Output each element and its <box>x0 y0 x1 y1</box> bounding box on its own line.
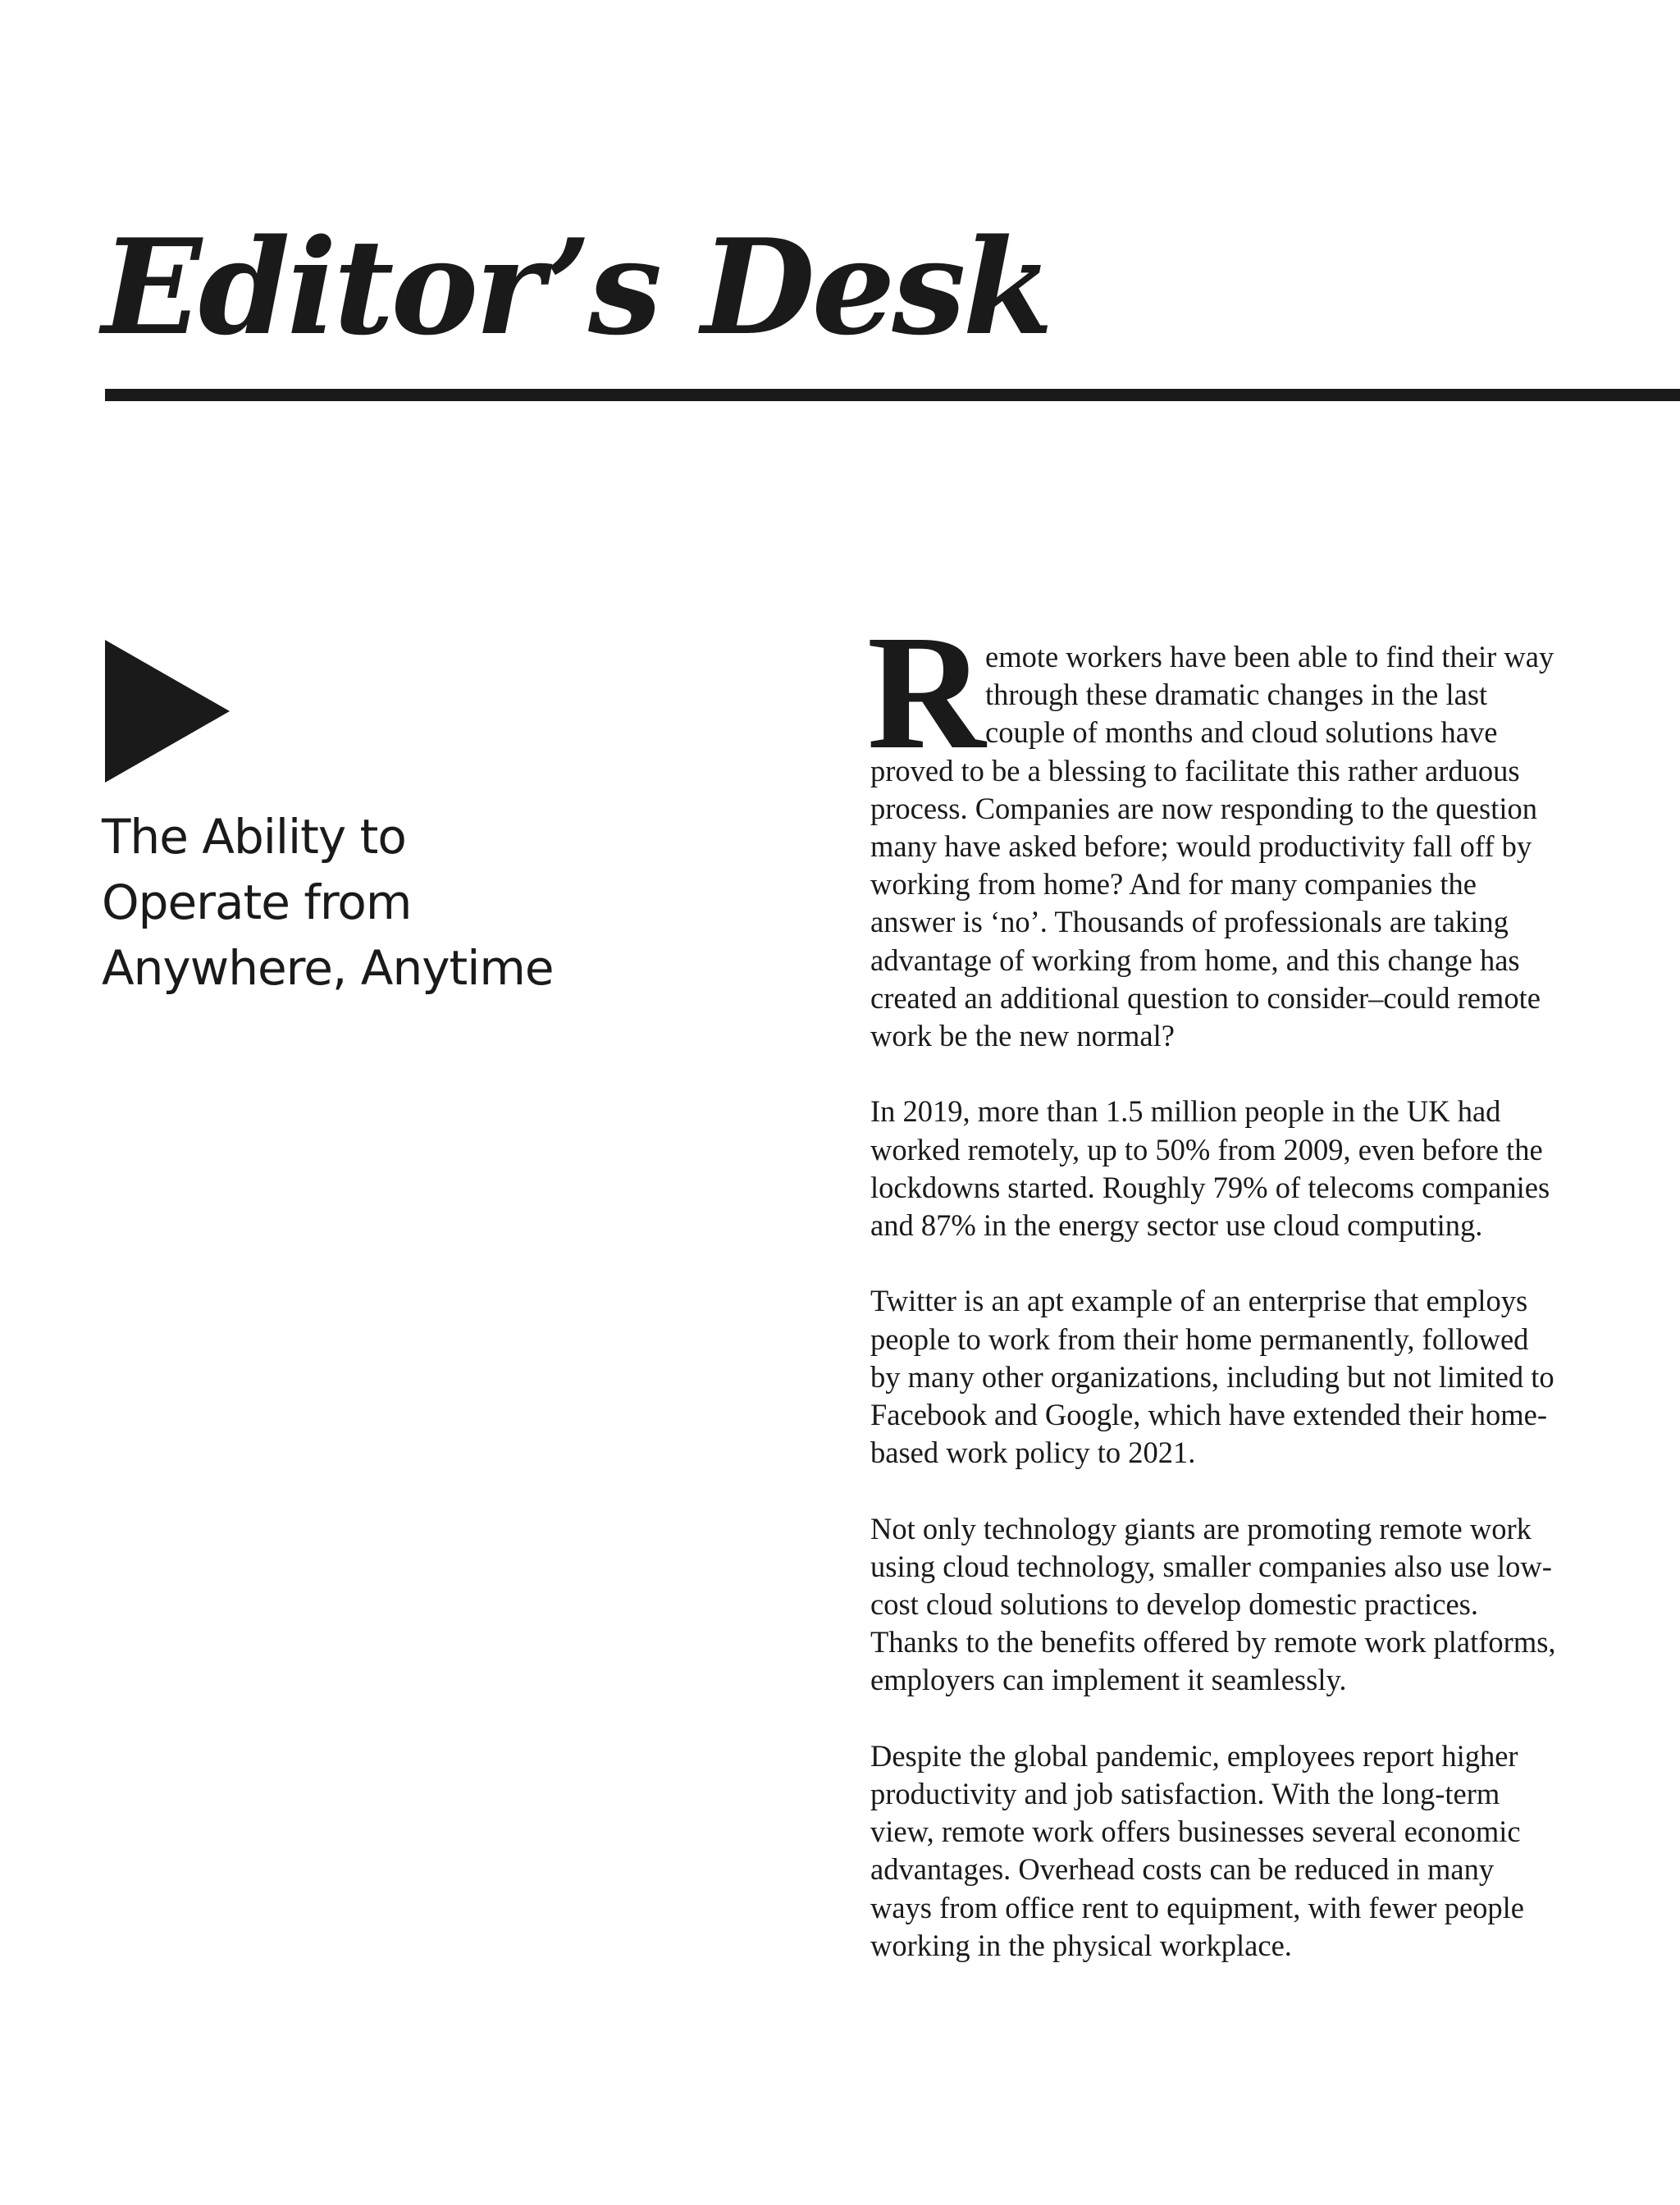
article-line: Facebook and Google, which have extended their home- <box>870 1398 1548 1432</box>
article-line: working in the physical workplace. <box>870 1928 1292 1962</box>
article-line: couple of months and cloud solutions have <box>985 715 1498 750</box>
article-paragraph <box>870 1510 1576 1700</box>
article-line: created an additional question to consider–could remote <box>870 980 1541 1015</box>
article-line: through these dramatic changes in the last <box>985 678 1488 712</box>
article-line: based work policy to 2021. <box>870 1436 1196 1470</box>
subtitle-line: The Ability to <box>102 809 406 865</box>
subtitle-line: Anywhere, Anytime <box>102 940 554 996</box>
article-line: and 87% in the energy sector use cloud computing. <box>870 1208 1483 1243</box>
article-line: employers can implement it seamlessly. <box>870 1663 1347 1697</box>
article-paragraph <box>870 1093 1576 1244</box>
article-line: people to work from their home permanently, followed <box>870 1322 1529 1356</box>
article-line: emote workers have been able to find their way <box>985 640 1554 673</box>
article-line: working from home? And for many companies the <box>870 867 1477 902</box>
article-line: process. Companies are now responding to the question <box>870 791 1537 825</box>
article-line: advantage of working from home, and this change has <box>870 943 1520 977</box>
masthead-rule <box>105 389 1680 401</box>
article-line: by many other organizations, including but not limited to <box>870 1359 1554 1394</box>
article-line: Twitter is an apt example of an enterprise that employs <box>870 1284 1528 1318</box>
article-line: advantages. Overhead costs can be reduced in many <box>870 1852 1495 1887</box>
article-paragraph <box>870 638 1576 1055</box>
article-line: Thanks to the benefits offered by remote work platforms, <box>870 1625 1556 1659</box>
article-paragraph <box>870 1737 1576 1965</box>
article-line: productivity and job satisfaction. With the long-term <box>870 1777 1500 1811</box>
article-line: Despite the global pandemic, employees report higher <box>870 1738 1518 1773</box>
article-line: proved to be a blessing to facilitate this rather arduous <box>870 753 1520 788</box>
article-paragraph <box>870 1282 1576 1472</box>
article-body <box>870 638 1576 1965</box>
masthead-title: Editor’s Desk <box>102 210 1051 364</box>
article-line: view, remote work offers businesses several economic <box>870 1815 1521 1849</box>
article-line: answer is ‘no’. Thousands of professionals are taking <box>870 905 1509 939</box>
section-subtitle <box>102 804 742 1001</box>
article-line: In 2019, more than 1.5 million people in the UK had <box>870 1094 1501 1129</box>
article-line: cost cloud solutions to develop domestic practices. <box>870 1587 1478 1622</box>
play-triangle-icon <box>105 640 230 783</box>
article-line: worked remotely, up to 50% from 2009, even before the <box>870 1132 1543 1166</box>
article-line: using cloud technology, smaller companies also use low- <box>870 1549 1552 1583</box>
subtitle-line: Operate from <box>102 874 412 930</box>
article-line: lockdowns started. Roughly 79% of telecoms companies <box>870 1170 1550 1204</box>
article-line: work be the new normal? <box>870 1019 1175 1053</box>
drop-cap: R <box>867 602 986 783</box>
article-line: Not only technology giants are promoting remote work <box>870 1511 1532 1545</box>
article-line: many have asked before; would productivity fall off by <box>870 829 1532 864</box>
article-line: ways from office rent to equipment, with fewer people <box>870 1890 1524 1924</box>
